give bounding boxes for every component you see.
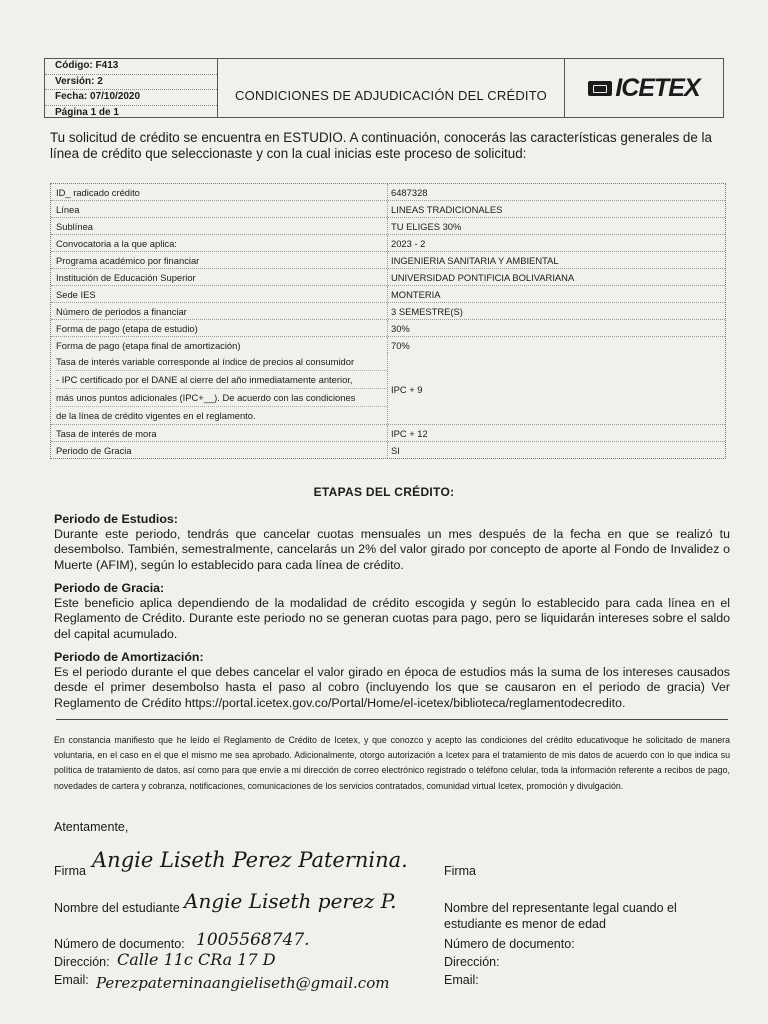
row-value: 6487328 bbox=[391, 187, 428, 198]
intro-paragraph: Tu solicitud de crédito se encuentra en ESTUDIO. A continuación, conocerás las características generales de la línea de crédito que seleccionaste y con la cual inicias este proceso de solicitud: bbox=[50, 130, 712, 161]
row-label: Programa académico por financiar bbox=[51, 252, 388, 268]
row-value: 3 SEMESTRE(S) bbox=[391, 306, 463, 317]
row-value: 2023 - 2 bbox=[391, 238, 426, 249]
rep-document-label: Número de documento: bbox=[444, 937, 575, 951]
student-document-number: 1005568747. bbox=[196, 930, 310, 950]
rep-address-label: Dirección: bbox=[444, 955, 500, 969]
rep-email-label: Email: bbox=[444, 973, 479, 987]
table-row bbox=[51, 425, 725, 442]
student-name-label: Nombre del estudiante bbox=[54, 901, 180, 915]
table-row bbox=[51, 252, 725, 269]
section-text: Es el periodo durante el que debes cancelar el valor girado en época de estudios más la suma de los intereses causados desde el primer desembolso hasta el paso al cobro (incluyendo los que se causaron en el periodo de gracia) Ver Reglamento de Crédito https://portal.icetex.gov.co/Portal/Home/el-icetex/biblioteca/reglamentodecredito. bbox=[54, 665, 730, 710]
section-title: Periodo de Estudios: bbox=[54, 512, 178, 526]
student-signature: Angie Liseth Perez Paternina. bbox=[92, 848, 408, 872]
interest-line: más unos puntos adicionales (IPC+__). De acuerdo con las condiciones bbox=[56, 389, 387, 407]
row-label: Forma de pago (etapa final de amortización) bbox=[51, 337, 388, 353]
row-label: Forma de pago (etapa de estudio) bbox=[51, 320, 388, 336]
student-document-label: Número de documento: bbox=[54, 937, 185, 951]
row-label: Línea bbox=[51, 201, 388, 217]
table-row bbox=[51, 303, 725, 320]
document-metadata bbox=[45, 59, 218, 117]
table-row bbox=[51, 235, 725, 252]
table-row bbox=[51, 442, 725, 458]
row-value: 70% bbox=[391, 340, 410, 351]
row-label: Institución de Educación Superior bbox=[51, 269, 388, 285]
logo-text: ICETEX bbox=[615, 73, 700, 102]
student-address-label: Dirección: bbox=[54, 955, 110, 969]
row-label: Número de periodos a financiar bbox=[51, 303, 388, 319]
row-value: IPC + 12 bbox=[391, 428, 428, 439]
row-label: Sublínea bbox=[51, 218, 388, 234]
stages-heading: ETAPAS DEL CRÉDITO: bbox=[313, 485, 455, 499]
version: Versión: 2 bbox=[45, 75, 217, 91]
logo-emblem-icon bbox=[588, 81, 612, 96]
section-amortizacion bbox=[54, 650, 730, 711]
rep-signature-label: Firma bbox=[444, 864, 476, 878]
row-value: SI bbox=[391, 445, 400, 456]
student-name: Angie Liseth perez P. bbox=[184, 889, 397, 913]
section-title: Periodo de Amortización: bbox=[54, 650, 204, 664]
table-row bbox=[51, 201, 725, 218]
table-row bbox=[51, 320, 725, 337]
consent-statement: En constancia manifiesto que he leído el Reglamento de Crédito de Icetex, y que conozco y acepto las condiciones del crédito educativoque he solicitado de manera voluntaria, en el caso en el que el mismo me sea aprobado. Adicionalmente, otorgo autorización a Icetex para el tratamiento de mis datos de acuerdo con lo que indica su política de tratamiento de datos, así como para que envíe a mi dirección de correo electrónico registrado o teléfono celular, toda la información referente a recibos de pago, novedades de cartera y cobranza, notificaciones, comunicaciones de los servicios contratados, comunidad virtual Icetex, promoción y divulgación. bbox=[54, 735, 730, 791]
table-row bbox=[51, 286, 725, 303]
row-label: Tasa de interés de mora bbox=[51, 425, 388, 441]
table-row bbox=[51, 269, 725, 286]
table-row bbox=[51, 337, 725, 353]
divider bbox=[56, 719, 728, 720]
interest-line: - IPC certificado por el DANE al cierre del año inmediatamente anterior, bbox=[56, 371, 387, 389]
closing: Atentamente, bbox=[54, 820, 129, 834]
interest-rate-row bbox=[51, 353, 725, 425]
section-title: Periodo de Gracia: bbox=[54, 581, 165, 595]
row-value: TU ELIGES 30% bbox=[391, 221, 462, 232]
document-header bbox=[44, 58, 724, 118]
row-label: Convocatoria a la que aplica: bbox=[51, 235, 388, 251]
pagina: Página 1 de 1 bbox=[55, 106, 119, 118]
document-title: CONDICIONES DE ADJUDICACIÓN DEL CRÉDITO bbox=[218, 59, 565, 117]
student-email-label: Email: bbox=[54, 973, 89, 987]
section-text: Este beneficio aplica dependiendo de la modalidad de crédito escogida y según lo establecido para cada línea en el Reglamento de Crédito. Durante este periodo no se generan cuotas para pago, pero se liquidarán intereses sobre el saldo del capital acumulado. bbox=[54, 596, 730, 641]
section-text: Durante este periodo, tendrás que cancelar cuotas mensuales un mes después de la fecha en que se realizó tu desembolso. También, semestralmente, cancelarás un 2% del valor girado por concepto de aporte al Fondo de Invalidez o Muerte (AFIM), según lo establecido para cada línea de crédito. bbox=[54, 527, 730, 572]
student-signature-label: Firma bbox=[54, 864, 86, 878]
icetex-logo bbox=[565, 59, 723, 117]
row-value: LINEAS TRADICIONALES bbox=[391, 204, 503, 215]
interest-line: de la línea de crédito vigentes en el reglamento. bbox=[56, 410, 256, 421]
row-value: UNIVERSIDAD PONTIFICIA BOLIVARIANA bbox=[391, 272, 575, 283]
interest-line: Tasa de interés variable corresponde al índice de precios al consumidor bbox=[56, 353, 387, 371]
table-row bbox=[51, 218, 725, 235]
student-email: Perezpaterninaangieliseth@gmail.com bbox=[96, 974, 390, 992]
rep-name-label: Nombre del representante legal cuando el estudiante es menor de edad bbox=[444, 901, 677, 931]
fecha: Fecha: 07/10/2020 bbox=[45, 90, 217, 106]
row-value: MONTERIA bbox=[391, 289, 441, 300]
interest-rate-label bbox=[51, 353, 388, 424]
table-row bbox=[51, 184, 725, 201]
row-value: 30% bbox=[391, 323, 410, 334]
row-label: Sede IES bbox=[51, 286, 388, 302]
row-value: INGENIERIA SANITARIA Y AMBIENTAL bbox=[391, 255, 559, 266]
interest-rate-value: IPC + 9 bbox=[391, 383, 423, 395]
student-address: Calle 11c CRa 17 D bbox=[117, 950, 276, 969]
credit-details-table bbox=[50, 183, 726, 459]
codigo: Código: F413 bbox=[45, 59, 217, 75]
section-gracia bbox=[54, 581, 730, 642]
row-label: Periodo de Gracia bbox=[51, 442, 388, 458]
row-label: ID_ radicado crédito bbox=[51, 184, 388, 200]
section-estudios bbox=[54, 512, 730, 573]
